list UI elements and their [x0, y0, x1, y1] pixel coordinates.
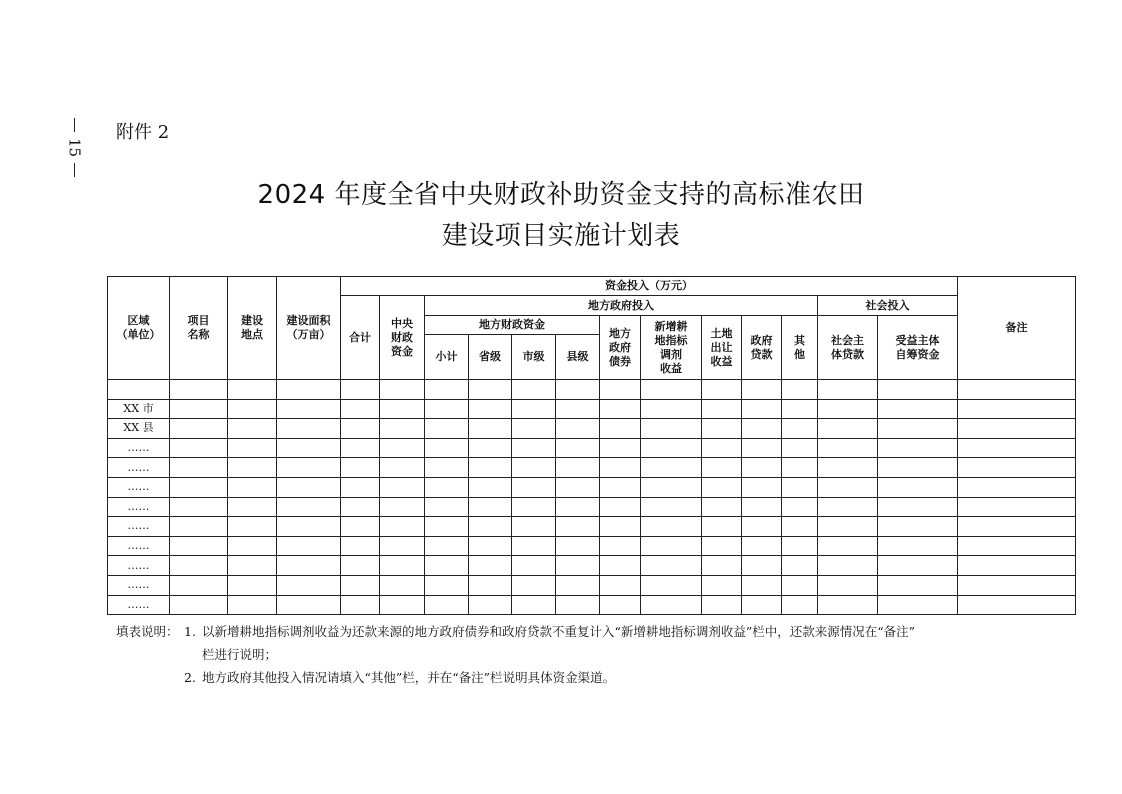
- table-cell: [878, 399, 958, 419]
- table-cell: [425, 595, 469, 615]
- table-cell: [742, 517, 782, 537]
- table-cell: [512, 477, 556, 497]
- table-cell: [958, 536, 1076, 556]
- table-cell: [641, 458, 702, 478]
- table-cell: [170, 595, 228, 615]
- table-cell: [782, 399, 818, 419]
- note-2-number: 2.: [184, 670, 196, 685]
- table-cell: [341, 458, 380, 478]
- table-cell: [228, 419, 277, 439]
- table-cell: [277, 477, 341, 497]
- table-cell: [818, 399, 878, 419]
- table-cell: [818, 595, 878, 615]
- table-cell: [170, 497, 228, 517]
- table-cell: [341, 595, 380, 615]
- table-row: [108, 458, 1076, 478]
- table-cell: [380, 595, 425, 615]
- table-cell: [556, 438, 600, 458]
- table-cell: [512, 380, 556, 400]
- table-cell: [341, 556, 380, 576]
- table-cell: [641, 477, 702, 497]
- table-cell: [512, 575, 556, 595]
- row-region-cell: ……: [108, 517, 170, 537]
- row-region-cell: ……: [108, 477, 170, 497]
- table-cell: [380, 556, 425, 576]
- table-cell: [277, 536, 341, 556]
- row-region-cell: ……: [108, 536, 170, 556]
- table-cell: [702, 438, 742, 458]
- table-cell: [170, 458, 228, 478]
- table-cell: [702, 497, 742, 517]
- header-area: 建设面积 （万亩）: [277, 277, 341, 380]
- table-cell: [425, 517, 469, 537]
- table-cell: [469, 517, 512, 537]
- table-cell: [782, 380, 818, 400]
- table-cell: [512, 556, 556, 576]
- table-cell: [228, 556, 277, 576]
- table-cell: [228, 595, 277, 615]
- table-cell: [469, 477, 512, 497]
- header-subtotal: 小计: [425, 335, 469, 380]
- table-cell: [170, 380, 228, 400]
- table-cell: [170, 438, 228, 458]
- table-cell: [425, 419, 469, 439]
- table-cell: [600, 438, 641, 458]
- table-cell: [170, 556, 228, 576]
- table-cell: [742, 477, 782, 497]
- table-cell: [818, 536, 878, 556]
- table-cell: [228, 477, 277, 497]
- page-number: [61, 112, 87, 183]
- table-cell: [380, 419, 425, 439]
- table-cell: [702, 458, 742, 478]
- table-row: [108, 477, 1076, 497]
- table-cell: [818, 477, 878, 497]
- table-row: [108, 380, 1076, 400]
- table-cell: [641, 556, 702, 576]
- table-cell: [878, 517, 958, 537]
- table-cell: [512, 458, 556, 478]
- table-cell: [641, 380, 702, 400]
- table-cell: [742, 399, 782, 419]
- table-cell: [641, 419, 702, 439]
- table-cell: [512, 438, 556, 458]
- note-1-text: 以新增耕地指标调剂收益为还款来源的地方政府债券和政府贷款不重复计入“新增耕地指标调剂收益”栏中，还款来源情况在“备注”: [202, 624, 916, 639]
- table-cell: [228, 575, 277, 595]
- table-cell: [556, 477, 600, 497]
- table-cell: [556, 595, 600, 615]
- page-number-text: 15: [65, 138, 84, 158]
- table-cell: [782, 575, 818, 595]
- table-cell: [170, 419, 228, 439]
- notes-label: 填表说明：: [116, 624, 179, 639]
- table-cell: [782, 517, 818, 537]
- row-region-cell: ……: [108, 595, 170, 615]
- header-new-land-quota: 新增耕 地指标 调剂 收益: [641, 316, 702, 380]
- table-cell: [641, 497, 702, 517]
- table-cell: [818, 380, 878, 400]
- table-row: [108, 399, 1076, 419]
- header-local-fiscal: 地方财政资金: [425, 316, 600, 335]
- row-region-cell: XX 市: [108, 399, 170, 419]
- table-cell: [556, 575, 600, 595]
- table-cell: [512, 517, 556, 537]
- table-cell: [818, 517, 878, 537]
- table-cell: [425, 477, 469, 497]
- note-2-text: 地方政府其他投入情况请填入“其他”栏，并在“备注”栏说明具体资金渠道。: [202, 670, 616, 685]
- table-cell: [641, 575, 702, 595]
- header-location: 建设 地点: [228, 277, 277, 380]
- table-cell: [600, 477, 641, 497]
- header-project-name: 项目 名称: [170, 277, 228, 380]
- table-cell: [425, 497, 469, 517]
- table-cell: [341, 575, 380, 595]
- table-cell: [469, 575, 512, 595]
- table-cell: [878, 575, 958, 595]
- table-cell: [742, 497, 782, 517]
- table-cell: [341, 380, 380, 400]
- table-cell: [170, 517, 228, 537]
- table-row: [108, 595, 1076, 615]
- table-cell: [556, 497, 600, 517]
- table-cell: [556, 399, 600, 419]
- note-1-text-cont: 栏进行说明；: [202, 647, 278, 662]
- table-cell: [641, 399, 702, 419]
- table-cell: [425, 575, 469, 595]
- row-region-cell: ……: [108, 497, 170, 517]
- table-cell: [878, 438, 958, 458]
- header-province: 省级: [469, 335, 512, 380]
- table-cell: [277, 497, 341, 517]
- table-cell: [742, 419, 782, 439]
- table-cell: [641, 595, 702, 615]
- table-cell: [702, 399, 742, 419]
- header-local-gov: 地方政府投入: [425, 296, 818, 316]
- header-region: 区域 （单位）: [108, 277, 170, 380]
- table-cell: [818, 438, 878, 458]
- table-row: [108, 419, 1076, 439]
- table-cell: [469, 380, 512, 400]
- table-cell: [425, 438, 469, 458]
- row-region-cell: [108, 380, 170, 400]
- table-cell: [380, 399, 425, 419]
- table-cell: [600, 419, 641, 439]
- table-cell: [469, 399, 512, 419]
- table-cell: [228, 536, 277, 556]
- table-cell: [958, 399, 1076, 419]
- table-row: [108, 556, 1076, 576]
- table-cell: [958, 575, 1076, 595]
- table-cell: [742, 536, 782, 556]
- table-cell: [228, 380, 277, 400]
- table-cell: [702, 517, 742, 537]
- table-cell: [958, 556, 1076, 576]
- header-remarks: 备注: [958, 277, 1076, 380]
- table-cell: [277, 438, 341, 458]
- table-cell: [380, 497, 425, 517]
- table-cell: [380, 458, 425, 478]
- table-cell: [170, 536, 228, 556]
- header-gov-loans: 政府 贷款: [742, 316, 782, 380]
- table-cell: [425, 556, 469, 576]
- header-local-bonds: 地方 政府 债券: [600, 316, 641, 380]
- table-cell: [341, 477, 380, 497]
- table-cell: [341, 399, 380, 419]
- table-row: [108, 438, 1076, 458]
- header-social: 社会投入: [818, 296, 958, 316]
- table-cell: [742, 438, 782, 458]
- table-cell: [277, 575, 341, 595]
- table-cell: [958, 595, 1076, 615]
- table-cell: [702, 595, 742, 615]
- table-cell: [170, 575, 228, 595]
- table-cell: [469, 556, 512, 576]
- table-cell: [556, 536, 600, 556]
- table-cell: [425, 458, 469, 478]
- table-cell: [277, 517, 341, 537]
- table-body: [108, 380, 1076, 615]
- table-cell: [600, 458, 641, 478]
- table-cell: [782, 419, 818, 439]
- header-land-transfer: 土地 出让 收益: [702, 316, 742, 380]
- table-cell: [469, 497, 512, 517]
- table-cell: [878, 595, 958, 615]
- table-cell: [556, 458, 600, 478]
- row-region-cell: ……: [108, 575, 170, 595]
- table-cell: [878, 536, 958, 556]
- table-cell: [958, 419, 1076, 439]
- table-cell: [228, 497, 277, 517]
- table-cell: [228, 399, 277, 419]
- note-1-number: 1.: [184, 624, 196, 639]
- table-cell: [782, 595, 818, 615]
- table-cell: [742, 595, 782, 615]
- table-cell: [425, 380, 469, 400]
- table-cell: [702, 556, 742, 576]
- document-title-line-2: 建设项目实施计划表: [441, 221, 681, 251]
- table-cell: [702, 477, 742, 497]
- table-row: [108, 536, 1076, 556]
- table-cell: [782, 497, 818, 517]
- table-cell: [277, 556, 341, 576]
- table-cell: [742, 575, 782, 595]
- attachment-label: 附件 2: [116, 122, 170, 143]
- header-central-funds: 中央 财政 资金: [380, 296, 425, 380]
- table-cell: [512, 399, 556, 419]
- table-cell: [878, 477, 958, 497]
- table-cell: [600, 536, 641, 556]
- table-cell: [380, 517, 425, 537]
- table-cell: [380, 438, 425, 458]
- page-number-dash-top: [74, 118, 75, 132]
- table-cell: [277, 595, 341, 615]
- header-total: 合计: [341, 296, 380, 380]
- table-cell: [958, 380, 1076, 400]
- table-cell: [380, 575, 425, 595]
- table-cell: [341, 438, 380, 458]
- table-cell: [170, 399, 228, 419]
- table-cell: [600, 517, 641, 537]
- table-cell: [641, 536, 702, 556]
- table-cell: [600, 575, 641, 595]
- table-cell: [958, 497, 1076, 517]
- table-cell: [742, 556, 782, 576]
- table-cell: [958, 477, 1076, 497]
- header-city: 市级: [512, 335, 556, 380]
- table-cell: [878, 380, 958, 400]
- table-cell: [782, 458, 818, 478]
- table-cell: [702, 536, 742, 556]
- table-row: [108, 517, 1076, 537]
- table-cell: [380, 536, 425, 556]
- table-cell: [556, 419, 600, 439]
- table-cell: [512, 497, 556, 517]
- table-cell: [878, 419, 958, 439]
- table-cell: [469, 536, 512, 556]
- table-cell: [702, 419, 742, 439]
- table-cell: [782, 556, 818, 576]
- table-cell: [641, 438, 702, 458]
- table-cell: [341, 517, 380, 537]
- table-cell: [556, 380, 600, 400]
- table-cell: [782, 438, 818, 458]
- table-cell: [228, 517, 277, 537]
- table-cell: [958, 517, 1076, 537]
- table-cell: [818, 419, 878, 439]
- table-row: [108, 575, 1076, 595]
- table-cell: [742, 380, 782, 400]
- row-region-cell: ……: [108, 438, 170, 458]
- row-region-cell: XX 县: [108, 419, 170, 439]
- header-funding: 资金投入（万元）: [341, 277, 958, 296]
- document-title-line-1: 2024 年度全省中央财政补助资金支持的高标准农田: [257, 180, 865, 210]
- table-cell: [469, 595, 512, 615]
- table-cell: [782, 477, 818, 497]
- table-cell: [600, 399, 641, 419]
- table-cell: [170, 477, 228, 497]
- table-cell: [641, 517, 702, 537]
- table-cell: [556, 556, 600, 576]
- table-cell: [425, 536, 469, 556]
- table-cell: [818, 497, 878, 517]
- header-county: 县级: [556, 335, 600, 380]
- table-cell: [878, 458, 958, 478]
- table-cell: [818, 556, 878, 576]
- header-self-raised: 受益主体 自筹资金: [878, 316, 958, 380]
- row-region-cell: ……: [108, 556, 170, 576]
- table-cell: [600, 497, 641, 517]
- plan-table: [107, 276, 1076, 615]
- header-social-loans: 社会主 体贷款: [818, 316, 878, 380]
- fill-instructions: [116, 620, 1016, 689]
- table-cell: [556, 517, 600, 537]
- table-cell: [277, 458, 341, 478]
- table-cell: [425, 399, 469, 419]
- table-cell: [341, 419, 380, 439]
- table-row: [108, 497, 1076, 517]
- table-cell: [818, 575, 878, 595]
- table-cell: [228, 458, 277, 478]
- table-cell: [469, 438, 512, 458]
- table-cell: [958, 458, 1076, 478]
- table-cell: [341, 497, 380, 517]
- table-cell: [742, 458, 782, 478]
- table-cell: [512, 536, 556, 556]
- table-cell: [469, 419, 512, 439]
- table-cell: [277, 380, 341, 400]
- table-cell: [878, 556, 958, 576]
- row-region-cell: ……: [108, 458, 170, 478]
- table-cell: [277, 419, 341, 439]
- table-cell: [878, 497, 958, 517]
- table-cell: [277, 399, 341, 419]
- table-cell: [380, 477, 425, 497]
- header-other: 其 他: [782, 316, 818, 380]
- table-cell: [600, 595, 641, 615]
- table-cell: [469, 458, 512, 478]
- table-cell: [600, 380, 641, 400]
- table-cell: [702, 575, 742, 595]
- table-cell: [958, 438, 1076, 458]
- table-cell: [818, 458, 878, 478]
- table-cell: [512, 419, 556, 439]
- table-cell: [702, 380, 742, 400]
- table-cell: [600, 556, 641, 576]
- table-cell: [228, 438, 277, 458]
- table-cell: [380, 380, 425, 400]
- table-cell: [512, 595, 556, 615]
- table-cell: [341, 536, 380, 556]
- table-cell: [782, 536, 818, 556]
